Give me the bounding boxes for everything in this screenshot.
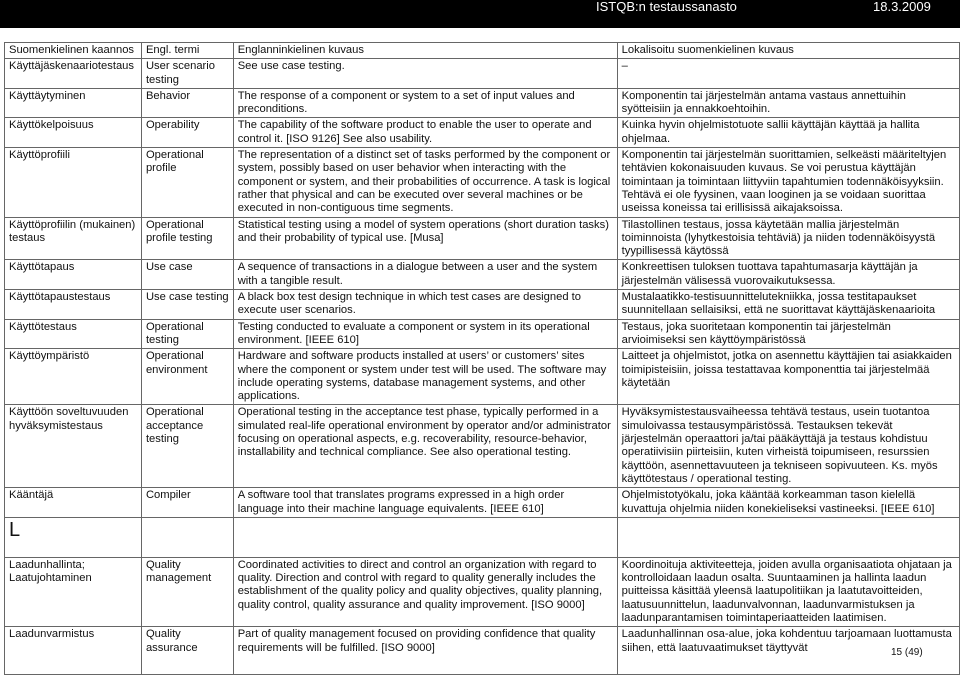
document-header bbox=[0, 0, 960, 28]
cell-loc: Hyväksymistestausvaiheessa tehtävä testaus, usein tuotantoa simuloivassa testausympäristössä. Testauksen tekevät järjestelmän operaattori ja/tai pääkäyttäjä ja testaus kohdistuu operatiivisiin piirteisiin, kuten virheistä toipumiseen, resurssien käyttöön, asennettavuuteen ja tekniseen sopivuuteen. Ks. myös käyttötestaus / operational testing. bbox=[617, 405, 959, 488]
cell-en: Compiler bbox=[141, 488, 233, 518]
cell-en: Operational acceptance testing bbox=[141, 405, 233, 488]
table-row bbox=[5, 488, 960, 518]
cell-desc: Part of quality management focused on providing confidence that quality requirements will be fulfilled. [ISO 9000] bbox=[233, 627, 617, 675]
cell-fi: Käyttäytyminen bbox=[5, 88, 142, 118]
cell-loc: Komponentin tai järjestelmän suorittamien, selkeästi määriteltyjen tehtävien kokonaisuuden kuvaus. Se voi perustua käyttäjän toimintaan ja toimintaan liittyviin tapahtumien todennäköisyyksiin. Tehtävä ei ole fyysinen, vaan looginen ja se voidaan suorittaa useissa koneissa tai erillisissä aikajaksoissa. bbox=[617, 148, 959, 217]
cell-fi: Käyttäjäskenaariotestaus bbox=[5, 59, 142, 89]
document-title: ISTQB:n testaussanasto bbox=[596, 0, 737, 14]
cell-fi: Käyttökelpoisuus bbox=[5, 118, 142, 148]
cell-loc: Mustalaatikko-testisuunnittelutekniikka, jossa testitapaukset suunnitellaan sellaisiksi, että ne suorittavat käyttäjäskenaarioita bbox=[617, 290, 959, 320]
empty-cell bbox=[141, 517, 233, 557]
cell-fi: Käyttötestaus bbox=[5, 319, 142, 349]
cell-loc: Kuinka hyvin ohjelmistotuote sallii käyttäjän käyttää ja hallita ohjelmaa. bbox=[617, 118, 959, 148]
section-letter: L bbox=[5, 517, 142, 557]
glossary-table bbox=[4, 42, 960, 675]
cell-fi: Käyttötapaus bbox=[5, 260, 142, 290]
table-row bbox=[5, 88, 960, 118]
table-row bbox=[5, 148, 960, 217]
empty-cell bbox=[617, 517, 959, 557]
cell-en: Quality management bbox=[141, 557, 233, 626]
cell-loc: Komponentin tai järjestelmän antama vastaus annettuihin syötteisiin ja ennakkoehtoihin. bbox=[617, 88, 959, 118]
cell-loc: Laadunhallinnan osa-alue, joka kohdentuu tarjoamaan luottamusta siihen, että laatuvaatimukset täyttyvät bbox=[617, 627, 959, 675]
cell-desc: A black box test design technique in which test cases are designed to execute user scenarios. bbox=[233, 290, 617, 320]
cell-loc: Testaus, joka suoritetaan komponentin tai järjestelmän arvioimiseksi sen käyttöympäristössä bbox=[617, 319, 959, 349]
cell-en: Operational environment bbox=[141, 349, 233, 405]
column-header: Suomenkielinen kaannos bbox=[5, 43, 142, 59]
column-header: Engl. termi bbox=[141, 43, 233, 59]
cell-loc: Tilastollinen testaus, jossa käytetään mallia järjestelmän toiminnoista (lyhytkestoisia tehtäviä) ja niiden todennäköisyystä tyypillisessä käytössä bbox=[617, 217, 959, 260]
cell-en: Use case bbox=[141, 260, 233, 290]
table-row bbox=[5, 319, 960, 349]
cell-fi: Laadunhallinta; Laatujohtaminen bbox=[5, 557, 142, 626]
cell-loc: Konkreettisen tuloksen tuottava tapahtumasarja käyttäjän ja järjestelmän välisessä vuorovaikutuksessa. bbox=[617, 260, 959, 290]
document-date: 18.3.2009 bbox=[873, 0, 931, 14]
cell-en: Operability bbox=[141, 118, 233, 148]
cell-loc: Laitteet ja ohjelmistot, jotka on asennettu käyttäjien tai asiakkaiden toimipisteisiin, joissa testattavaa komponenttia tai järjestelmää käytetään bbox=[617, 349, 959, 405]
column-header: Englanninkielinen kuvaus bbox=[233, 43, 617, 59]
section-row bbox=[5, 517, 960, 557]
cell-en: Quality assurance bbox=[141, 627, 233, 675]
cell-fi: Kääntäjä bbox=[5, 488, 142, 518]
cell-fi: Käyttöprofiili bbox=[5, 148, 142, 217]
cell-desc: A software tool that translates programs expressed in a high order language into their machine language equivalents. [IEEE 610] bbox=[233, 488, 617, 518]
cell-fi: Käyttöympäristö bbox=[5, 349, 142, 405]
cell-en: Use case testing bbox=[141, 290, 233, 320]
cell-desc: See use case testing. bbox=[233, 59, 617, 89]
table-row bbox=[5, 349, 960, 405]
cell-desc: Hardware and software products installed at users’ or customers’ sites where the component or system under test will be used. The software may include operating systems, database management systems, and other applications. bbox=[233, 349, 617, 405]
cell-desc: Statistical testing using a model of system operations (short duration tasks) and their probability of typical use. [Musa] bbox=[233, 217, 617, 260]
cell-en: Operational testing bbox=[141, 319, 233, 349]
cell-fi: Käyttöön soveltuvuuden hyväksymistestaus bbox=[5, 405, 142, 488]
table-header-row bbox=[5, 43, 960, 59]
cell-fi: Käyttötapaustestaus bbox=[5, 290, 142, 320]
cell-desc: The representation of a distinct set of tasks performed by the component or system, possibly based on user behavior when interacting with the component or system, and their probabilities of occurrence. A task is logical rather that physical and can be executed over several machines or be executed in non-contiguous time segments. bbox=[233, 148, 617, 217]
table-row bbox=[5, 290, 960, 320]
cell-desc: The capability of the software product to enable the user to operate and control it. [ISO 9126] See also usability. bbox=[233, 118, 617, 148]
cell-fi: Käyttöprofiilin (mukainen) testaus bbox=[5, 217, 142, 260]
cell-en: User scenario testing bbox=[141, 59, 233, 89]
cell-fi: Laadunvarmistus bbox=[5, 627, 142, 675]
cell-desc: The response of a component or system to a set of input values and preconditions. bbox=[233, 88, 617, 118]
table-row bbox=[5, 217, 960, 260]
table-row bbox=[5, 59, 960, 89]
column-header: Lokalisoitu suomenkielinen kuvaus bbox=[617, 43, 959, 59]
cell-loc: – bbox=[617, 59, 959, 89]
cell-loc: Ohjelmistotyökalu, joka kääntää korkeamman tason kielellä kuvattuja ohjelmia niiden konekieliseksi vastineeksi. [IEEE 610] bbox=[617, 488, 959, 518]
cell-loc: Koordinoituja aktiviteetteja, joiden avulla organisaatiota ohjataan ja kontrolloidaan laadun osalta. Suuntaaminen ja hallinta laadun puitteissa käsittää yleensä laatupolitiikan ja laatutavoitteiden, laatusuunnittelun, laadunvalvonnan, laadunvarmistuksen ja laadunparantamisen toimintaperiaatteiden laatimisen. bbox=[617, 557, 959, 626]
cell-desc: Operational testing in the acceptance test phase, typically performed in a simulated real-life operational environment by operator and/or administrator focusing on operational aspects, e.g. recoverability, resource-behavior, installability and technical compliance. See also operational testing. bbox=[233, 405, 617, 488]
table-row bbox=[5, 557, 960, 626]
table-row bbox=[5, 118, 960, 148]
table-row bbox=[5, 405, 960, 488]
cell-en: Behavior bbox=[141, 88, 233, 118]
cell-en: Operational profile bbox=[141, 148, 233, 217]
cell-desc: Testing conducted to evaluate a component or system in its operational environment. [IEEE 610] bbox=[233, 319, 617, 349]
page-number: 15 (49) bbox=[891, 647, 923, 658]
cell-desc: A sequence of transactions in a dialogue between a user and the system with a tangible result. bbox=[233, 260, 617, 290]
cell-en: Operational profile testing bbox=[141, 217, 233, 260]
cell-desc: Coordinated activities to direct and control an organization with regard to quality. Direction and control with regard to quality generally includes the establishment of the quality policy and quality objectives, quality planning, quality control, quality assurance and quality improvement. [ISO 9000] bbox=[233, 557, 617, 626]
empty-cell bbox=[233, 517, 617, 557]
table-row bbox=[5, 627, 960, 675]
table-row bbox=[5, 260, 960, 290]
